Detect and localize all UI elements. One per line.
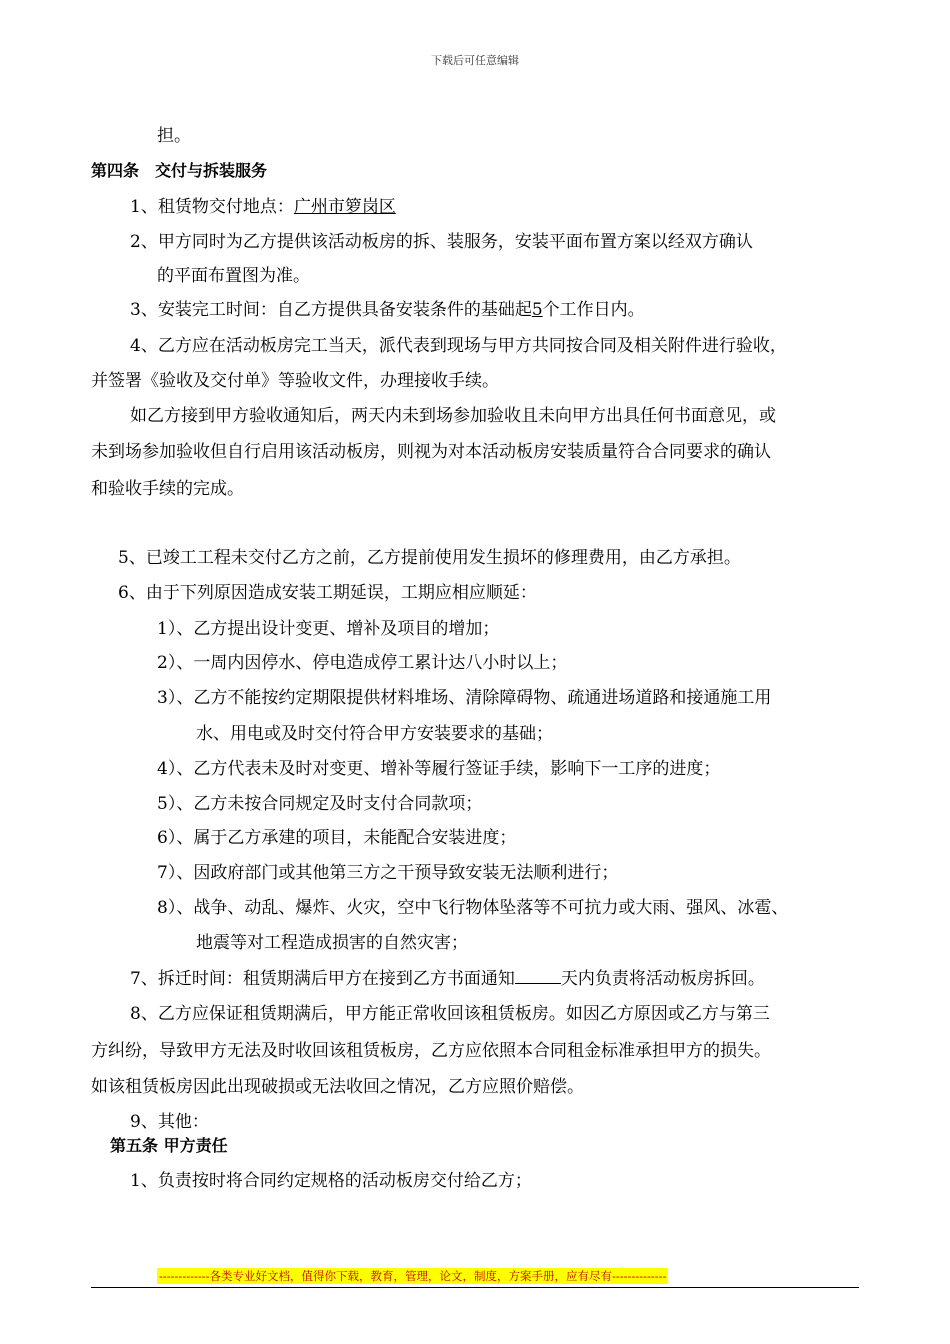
text-line: 方纠纷，导致甲方无法及时收回该租赁板房，乙方应依照本合同租金标准承担甲方的损失。	[91, 1041, 771, 1061]
section-heading-5: 第五条 甲方责任	[110, 1136, 228, 1155]
sub-item-5: 5）、乙方未按合同规定及时支付合同款项；	[157, 794, 483, 814]
clause-text: 3、安装完工时间：自乙方提供具备安装条件的基础起	[130, 300, 532, 320]
sub-item-6: 6）、属于乙方承建的项目，未能配合安装进度；	[157, 828, 517, 848]
clause-5-1: 1、负责按时将合同约定规格的活动板房交付给乙方；	[130, 1171, 532, 1191]
clause-4-7	[130, 967, 765, 990]
clause-4-5: 5、已竣工工程未交付乙方之前，乙方提前使用发生损坏的修理费用，由乙方承担。	[118, 548, 741, 568]
sub-item-8: 8）、战争、动乱、爆炸、火灾，空中飞行物体坠落等不可抗力或大雨、强风、冰雹、	[157, 898, 789, 918]
clause-4-1	[130, 196, 396, 218]
sub-item-7: 7）、因政府部门或其他第三方之干预导致安装无法顺利进行；	[157, 863, 619, 883]
fill-in-blank	[515, 967, 561, 984]
text-line: 担。	[157, 126, 191, 146]
clause-text: 1、租赁物交付地点：	[130, 197, 294, 217]
clause-4-8: 8、乙方应保证租赁期满后，甲方能正常收回该租赁板房。如因乙方原因或乙方与第三	[130, 1004, 770, 1024]
work-days-value: 5	[531, 300, 543, 320]
text-line: 水、用电或及时交付符合甲方安装要求的基础；	[196, 724, 553, 744]
section-heading-4: 第四条 交付与拆装服务	[91, 161, 268, 180]
delivery-location: 广州市箩岗区	[293, 197, 396, 217]
clause-4-3	[130, 299, 645, 321]
footer-rule	[91, 1287, 859, 1288]
clause-4-2: 2、甲方同时为乙方提供该活动板房的拆、装服务，安装平面布置方案以经双方确认	[130, 232, 753, 252]
clause-text: 7、拆迁时间：租赁期满后甲方在接到乙方书面通知	[130, 969, 515, 989]
clause-4-4: 4、乙方应在活动板房完工当天，派代表到现场与甲方共同按合同及相关附件进行验收，	[130, 336, 787, 356]
page-header: 下载后可任意编辑	[431, 54, 519, 67]
text-line: 如该租赁板房因此出现破损或无法收回之情况，乙方应照价赔偿。	[91, 1077, 584, 1097]
paragraph-line: 和验收手续的完成。	[91, 479, 244, 499]
clause-4-9: 9、其他：	[130, 1112, 209, 1132]
clause-text: 个工作日内。	[542, 300, 645, 320]
paragraph-line: 未到场参加验收但自行启用该活动板房，则视为对本活动板房安装质量符合合同要求的确认	[91, 442, 771, 462]
text-line: 的平面布置图为准。	[157, 266, 310, 286]
sub-item-3: 3）、乙方不能按约定期限提供材料堆场、清除障碍物、疏通进场道路和接通施工用	[157, 688, 772, 708]
clause-4-6: 6、由于下列原因造成安装工期延误，工期应相应顺延：	[118, 583, 537, 603]
text-line: 并签署《验收及交付单》等验收文件，办理接收手续。	[91, 371, 499, 391]
clause-text: 天内负责将活动板房拆回。	[560, 969, 765, 989]
sub-item-4: 4）、乙方代表未及时对变更、增补等履行签证手续，影响下一工序的进度；	[157, 759, 721, 779]
sub-item-2: 2）、一周内因停水、停电造成停工累计达八小时以上；	[157, 653, 568, 673]
text-line: 地震等对工程造成损害的自然灾害；	[196, 933, 468, 953]
footer-banner: -------------各类专业好文档，值得你下载，教育，管理，论文，制度，方案手册，应有尽有--------------	[159, 1269, 667, 1283]
paragraph-line: 如乙方接到甲方验收通知后，两天内未到场参加验收且未向甲方出具任何书面意见，或	[130, 406, 776, 426]
sub-item-1: 1）、乙方提出设计变更、增补及项目的增加；	[157, 619, 500, 639]
